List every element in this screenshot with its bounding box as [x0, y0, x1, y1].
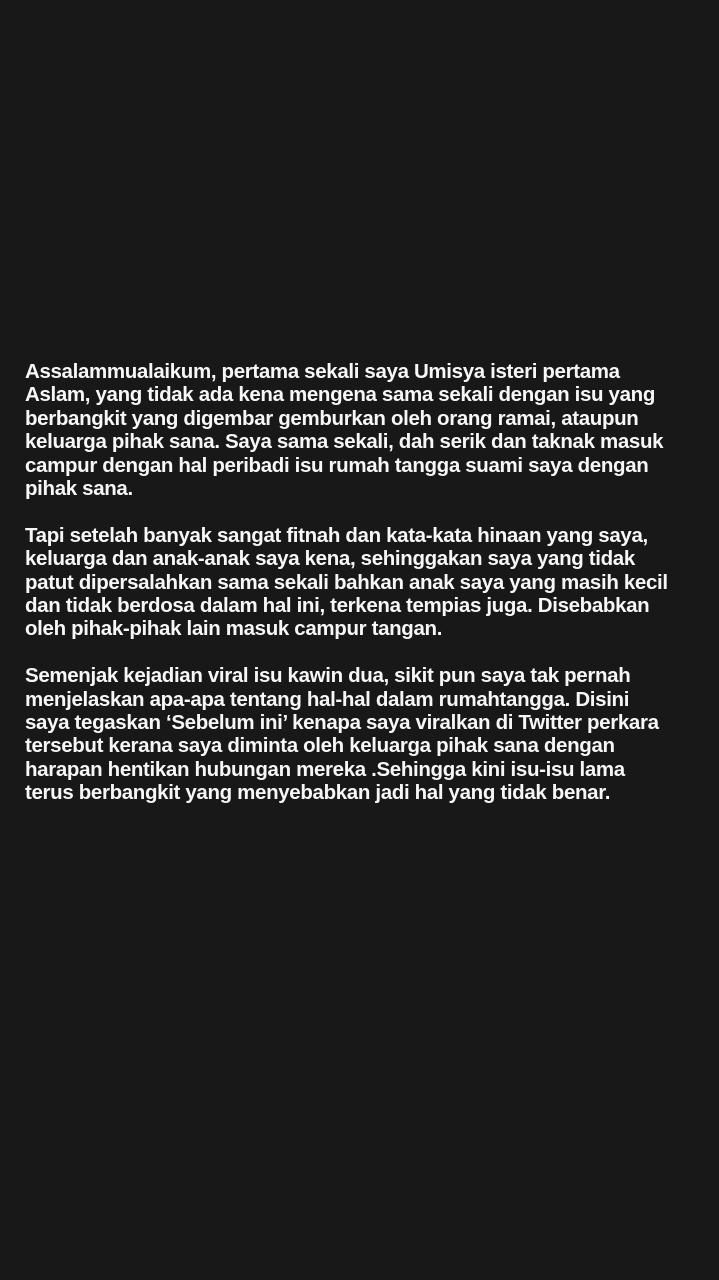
paragraph-fitnah: Tapi setelah banyak sangat fitnah dan kata-kata hinaan yang saya, keluarga dan anak-anak saya kena, sehinggakan saya yang tidak patut dipersalahkan sama sekali bahkan anak saya yang masih kecil dan tidak berdosa dalam hal ini, terkena tempias juga. Disebabkan oleh pihak-pihak lain masuk campur tangan. — [25, 523, 668, 641]
paragraph-penjelasan: Semenjak kejadian viral isu kawin dua, sikit pun saya tak pernah menjelaskan apa-apa tentang hal-hal dalam rumahtangga. Disini saya tegaskan ‘Sebelum ini’ kenapa saya viralkan di Twitter perkara tersebut kerana saya diminta oleh keluarga pihak sana dengan harapan hentikan hubungan mereka .Sehingga kini isu-isu lama terus berbangkit yang menyebabkan jadi hal yang tidak benar. — [25, 664, 659, 805]
story-text-block — [25, 360, 675, 805]
paragraph-intro: Assalammualaikum, pertama sekali saya Umisya isteri pertama Aslam, yang tidak ada kena mengena sama sekali dengan isu yang berbangkit yang digembar gemburkan oleh orang ramai, ataupun keluarga pihak sana. Saya sama sekali, dah serik dan taknak masuk campur dengan hal peribadi isu rumah tangga suami saya dengan pihak sana. — [25, 360, 664, 501]
